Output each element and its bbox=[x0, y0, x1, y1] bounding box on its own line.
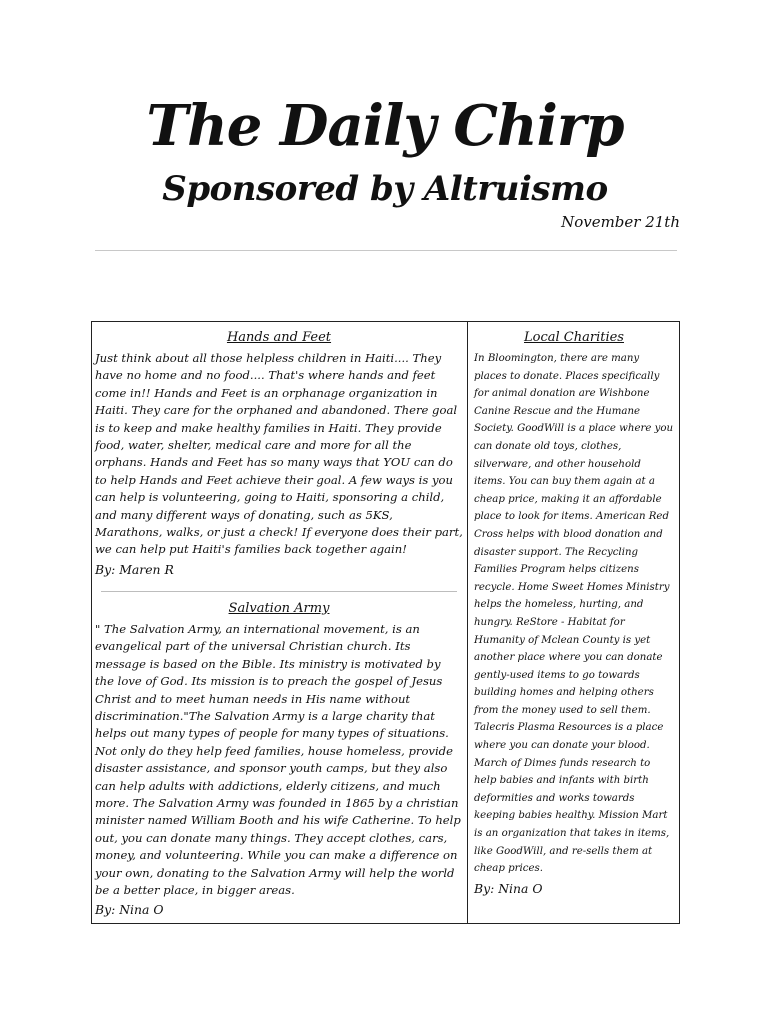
story-divider bbox=[101, 591, 457, 592]
article-title-hands-and-feet: Hands and Feet bbox=[226, 330, 332, 345]
article-body-hands-and-feet: Just think about all those helpless children in Haiti.... They have no home and no food.... That's where hands and feet come in!! Hands and Feet is an orphanage organization in Haiti. They care for the orphaned and abandoned. There goal is to keep and make healthy families in Haiti. They provide food, water, shelter, medical care and more for all the orphans. Hands and Feet has so many ways that YOU can do to help Hands and Feet achieve their goal. A few ways is you can help is volunteering, going to Haiti, sponsoring a child, and many different ways of donating, such as 5KS, Marathons, walks, or just a check! If everyone does their part, we can help put Haiti's families back together again! bbox=[95, 351, 463, 557]
column-divider bbox=[467, 321, 468, 924]
left-column bbox=[95, 329, 463, 919]
article-body-salvation-army: " The Salvation Army, an international movement, is an evangelical part of the universal Christian church. Its message is based on the Bible. Its ministry is motivated by the love of God. Its mission is to preach the gospel of Jesus Christ and to meet human needs in His name without discrimination."The Salvation Army is a large charity that helps out many types of people for many types of situations. Not only do they help feed families, house homeless, provide disaster assistance, and sponsor youth camps, but they also can help adults with addictions, elderly citizens, and much more. The Salvation Army was founded in 1865 by a christian minister named William Booth and his wife Catherine. To help out, you can donate many things. They accept clothes, cars, money, and volunteering. While you can make a difference on your own, donating to the Salvation Army will help the world be a better place, in bigger areas. bbox=[95, 621, 461, 897]
article-byline-salvation-army: By: Nina O bbox=[95, 902, 164, 918]
article-local-charities bbox=[474, 329, 674, 898]
header-divider bbox=[95, 250, 677, 251]
article-body-local-charities: In Bloomington, there are many places to donate. Places specifically for animal donation are Wishbone Canine Rescue and the Humane Society. GoodWill is a place where you can donate old toys, clothes, silverware, and other household items. You can buy them again at a cheap price, making it an affordable place to look for items. American Red Cross helps with blood donation and disaster support. The Recycling Families Program helps citizens recycle. Home Sweet Homes Ministry helps the homeless, hurting, and hungry. ReStore - Habitat for Humanity of Mclean County is yet another place where you can donate gently-used items to go towards building homes and helping others from the money used to sell them. Talecris Plasma Resources is a place where you can donate your blood. March of Dimes funds research to help babies and infants with birth deformities and works towards keeping babies healthy. Mission Mart is an organization that takes in items, like GoodWill, and re-sells them at cheap prices. bbox=[474, 353, 674, 875]
article-hands-and-feet bbox=[95, 329, 463, 579]
article-title-salvation-army: Salvation Army bbox=[228, 600, 330, 616]
newspaper-title: The Daily Chirp bbox=[146, 93, 624, 159]
article-salvation-army bbox=[95, 600, 463, 920]
article-title-local-charities: Local Charities bbox=[524, 330, 624, 345]
article-byline-local-charities: By: Nina O bbox=[474, 880, 543, 896]
issue-date: November 21th bbox=[561, 213, 680, 231]
sponsor-subtitle: Sponsored by Altruismo bbox=[162, 169, 608, 209]
article-byline-hands-and-feet: By: Maren R bbox=[95, 561, 174, 577]
right-column bbox=[474, 329, 674, 898]
